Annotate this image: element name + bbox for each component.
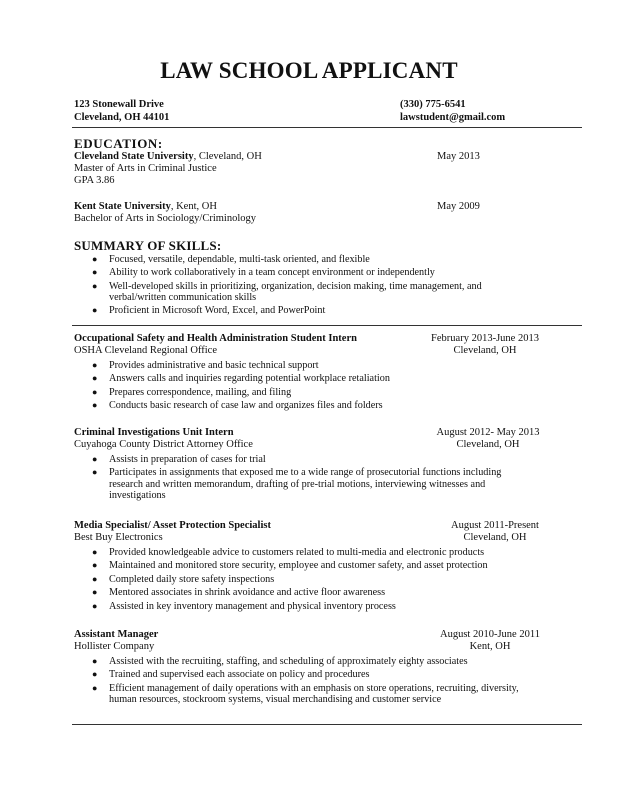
job-organization: OSHA Cleveland Regional Office — [74, 344, 217, 356]
list-item: ● Completed daily store safety inspections — [92, 573, 275, 585]
job-2-bullets — [92, 454, 529, 503]
education-entry-1 — [74, 151, 262, 186]
degree: Bachelor of Arts in Sociology/Criminology — [74, 212, 256, 224]
job-entry-2 — [74, 427, 584, 451]
address-line-1: 123 Stonewall Drive — [74, 99, 164, 110]
bullet-icon: ● — [92, 573, 98, 584]
education-heading: EDUCATION: — [74, 136, 163, 151]
education-entry-2 — [74, 201, 256, 225]
list-item: ● Answers calls and inquiries regarding potential workplace retaliation — [92, 373, 390, 385]
job-organization: Cuyahoga County District Attorney Office — [74, 438, 253, 450]
job-title: Occupational Safety and Health Administration Student Intern — [74, 333, 357, 344]
bullet-icon: ● — [92, 656, 98, 666]
gpa: GPA 3.86 — [74, 174, 115, 186]
bullet-icon: ● — [92, 254, 98, 264]
school-name: Kent State University — [74, 201, 171, 212]
skills-divider — [72, 325, 582, 326]
list-item: ● Provides administrative and basic technical support — [92, 360, 319, 371]
bullet-icon: ● — [92, 386, 98, 397]
job-location: Kent, OH — [469, 640, 511, 652]
school-location: , Kent, OH — [170, 201, 217, 212]
bullet-icon: ● — [92, 587, 98, 598]
bullet-icon: ● — [92, 454, 98, 464]
address-line-2: Cleveland, OH 44101 — [74, 112, 170, 123]
list-item: ● Trained and supervised each associate on policy and procedures — [92, 669, 370, 681]
list-item: ● Mentored associates in shrink avoidance and active floor awareness — [92, 587, 386, 599]
job-title: Criminal Investigations Unit Intern — [74, 427, 234, 438]
list-item: ● Conducts basic research of case law and organizes files and folders — [92, 400, 383, 412]
job-1-bullets — [92, 360, 529, 414]
job-location: Cleveland, OH — [456, 438, 520, 450]
bullet-icon: ● — [92, 467, 98, 478]
school-name: Cleveland State University — [74, 151, 194, 162]
list-item: ● Assists in preparation of cases for trial — [92, 454, 266, 465]
bullet-icon: ● — [92, 547, 98, 557]
page-title: LAW SCHOOL APPLICANT — [160, 58, 458, 83]
bullet-icon: ● — [92, 360, 98, 370]
job-dates: August 2010-June 2011 — [440, 629, 540, 640]
header-divider — [72, 127, 582, 128]
job-entry-4 — [74, 629, 584, 653]
job-organization: Best Buy Electronics — [74, 531, 163, 543]
job-title: Assistant Manager — [74, 629, 159, 640]
bullet-icon: ● — [92, 280, 98, 291]
list-item: ● Efficient management of daily operations with an emphasis on store operations, recruiting, diversity, human resources, stockroom systems, visual merchandising and customer service — [92, 682, 519, 705]
contact-block — [400, 98, 505, 124]
email-address: lawstudent@gmail.com — [400, 112, 506, 123]
job-dates: August 2012- May 2013 — [436, 427, 540, 438]
job-location: Cleveland, OH — [453, 344, 517, 356]
bullet-icon: ● — [92, 600, 98, 611]
bullet-icon: ● — [92, 560, 98, 571]
bullet-icon: ● — [92, 267, 98, 278]
phone-number: (330) 775-6541 — [400, 99, 466, 110]
school-location: , Cleveland, OH — [193, 151, 262, 162]
bullet-icon: ● — [92, 669, 98, 680]
list-item: ● Provided knowledgeable advice to customers related to multi-media and electronic products — [92, 547, 485, 558]
job-dates: February 2013-June 2013 — [431, 333, 539, 344]
bullet-icon: ● — [92, 682, 98, 693]
list-item: ● Assisted with the recruiting, staffing, and scheduling of approximately eighty associates — [92, 656, 468, 667]
job-location: Cleveland, OH — [463, 531, 527, 543]
bullet-icon: ● — [92, 373, 98, 384]
list-item: ● Proficient in Microsoft Word, Excel, and PowerPoint — [92, 305, 326, 317]
bullet-icon: ● — [92, 305, 98, 316]
list-item: ● Assisted in key inventory management and physical inventory process — [92, 600, 396, 612]
skills-list — [92, 254, 509, 319]
job-3-bullets — [92, 547, 539, 614]
education-date-1: May 2013 — [437, 151, 480, 162]
job-entry-3 — [74, 520, 584, 544]
list-item: ● Ability to work collaboratively in a team concept environment or independently — [92, 267, 435, 279]
list-item: ● Well-developed skills in prioritizing, organization, decision making, time management, and verbal/written communication skills — [92, 280, 482, 303]
list-item: ● Maintained and monitored store security, employee and customer safety, and asset protection — [92, 560, 488, 572]
job-organization: Hollister Company — [74, 640, 155, 652]
list-item: ● Participates in assignments that exposed me to a wide range of prosecutorial functions including research and written memorandum, drafting of pre-trial motions, interviewing witnesses and investigations — [92, 467, 502, 501]
bullet-icon: ● — [92, 400, 98, 411]
list-item: ● Prepares correspondence, mailing, and filing — [92, 386, 292, 398]
job-4-bullets — [92, 656, 543, 707]
footer-divider — [72, 724, 582, 725]
list-item: ● Focused, versatile, dependable, multi-task oriented, and flexible — [92, 254, 370, 265]
degree: Master of Arts in Criminal Justice — [74, 162, 217, 174]
address-block — [74, 98, 169, 124]
skills-heading: SUMMARY OF SKILLS: — [74, 238, 222, 253]
job-title: Media Specialist/ Asset Protection Specialist — [74, 520, 271, 531]
job-dates: August 2011-Present — [451, 520, 539, 531]
education-date-2: May 2009 — [437, 201, 480, 212]
job-entry-1 — [74, 333, 584, 357]
